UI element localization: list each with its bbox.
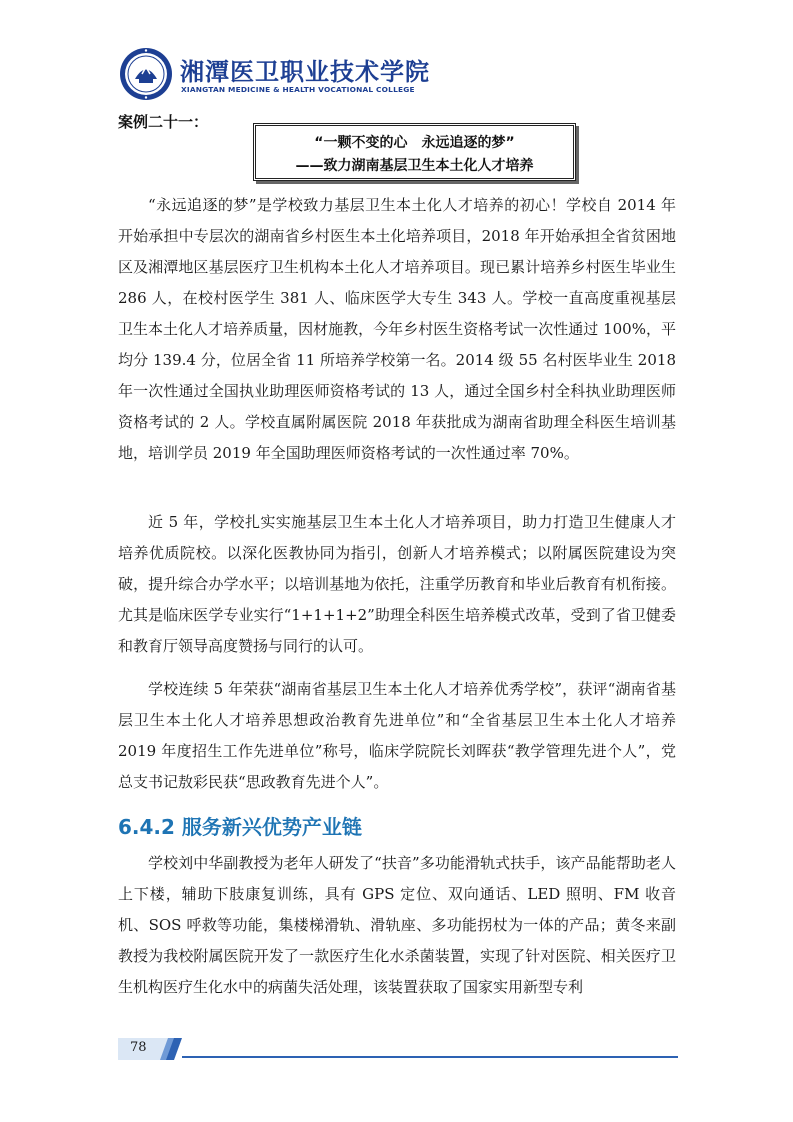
body-paragraph: “永远追逐的梦”是学校致力基层卫生本土化人才培养的初心！学校自 2014 年开始承担中专层次的湖南省乡村医生本土化培养项目，2018 年开始承担全省贫困地区及湘潭地区基层医疗卫生机构本土化人才培养项目。现已累计培养乡村医生毕业生 286 人，在校村医学生 381 人、临床医学大专生 343 人。学校一直高度重视基层卫生本土化人才培养质量，因材施教，今年乡村医生资格考试一次性通过 100%，平均分 139.4 分，位居全省 11 所培养学校第一名。2014 级 55 名村医毕业生 2018 年一次性通过全国执业助理医师资格考试的 13 人，通过全国乡村全科执业助理医师资格考试的 2 人。学校直属附属医院 2018 年获批成为湖南省助理全科医生培训基地，培训学员 2019 年全国助理医师资格考试的一次性通过率 70%。: [118, 196, 676, 462]
school-name-en: XIANGTAN MEDICINE & HEALTH VOCATIONAL COLLEGE: [181, 85, 415, 94]
case-title-main: “一颗不变的心 永远追逐的梦”: [314, 135, 515, 151]
body-paragraph: 近 5 年，学校扎实实施基层卫生本土化人才培养项目，助力打造卫生健康人才培养优质院校。以深化医教协同为指引，创新人才培养模式；以附属医院建设为突破，提升综合办学水平；以培训基地为依托，注重学历教育和毕业后教育有机衔接。尤其是临床医学专业实行“1+1+1+2”助理全科医生培养模式改革，受到了省卫健委和教育厅领导高度赞扬与同行的认可。: [118, 513, 676, 655]
page-header: [118, 46, 430, 104]
school-name-cn: 湘潭医卫职业技术学院: [180, 57, 430, 86]
case-title-sub: ——致力湖南基层卫生本土化人才培养: [295, 158, 534, 174]
section-paragraph: 学校刘中华副教授为老年人研发了“扶音”多功能滑轨式扶手，该产品能帮助老人上下楼，辅助下肢康复训练，具有 GPS 定位、双向通话、LED 照明、FM 收音机、SOS 呼救等功能，集楼梯滑轨、滑轨座、多功能拐杖为一体的产品；黄冬来副教授为我校附属医院开发了一款医疗生化水杀菌装置，实现了针对医院、相关医疗卫生机构医疗生化水中的病菌失活处理，该装置获取了国家实用新型专利: [118, 854, 676, 996]
page-number-badge: [118, 1036, 182, 1062]
school-logo-icon: [118, 46, 174, 102]
page-number: 78: [130, 1040, 147, 1055]
case-title-box: [253, 123, 576, 181]
section-heading: 6.4.2 服务新兴优势产业链: [118, 815, 362, 839]
footer-rule: [182, 1056, 678, 1058]
body-paragraph: 学校连续 5 年荣获“湖南省基层卫生本土化人才培养优秀学校”，获评“湖南省基层卫生本土化人才培养思想政治教育先进单位”和“全省基层卫生本土化人才培养 2019 年度招生工作先进单位”称号，临床学院院长刘晖获“教学管理先进个人”，党总支书记敖彩民获“思政教育先进个人”。: [118, 680, 676, 791]
case-label: 案例二十一：: [118, 113, 209, 131]
page-footer: [118, 1036, 678, 1062]
